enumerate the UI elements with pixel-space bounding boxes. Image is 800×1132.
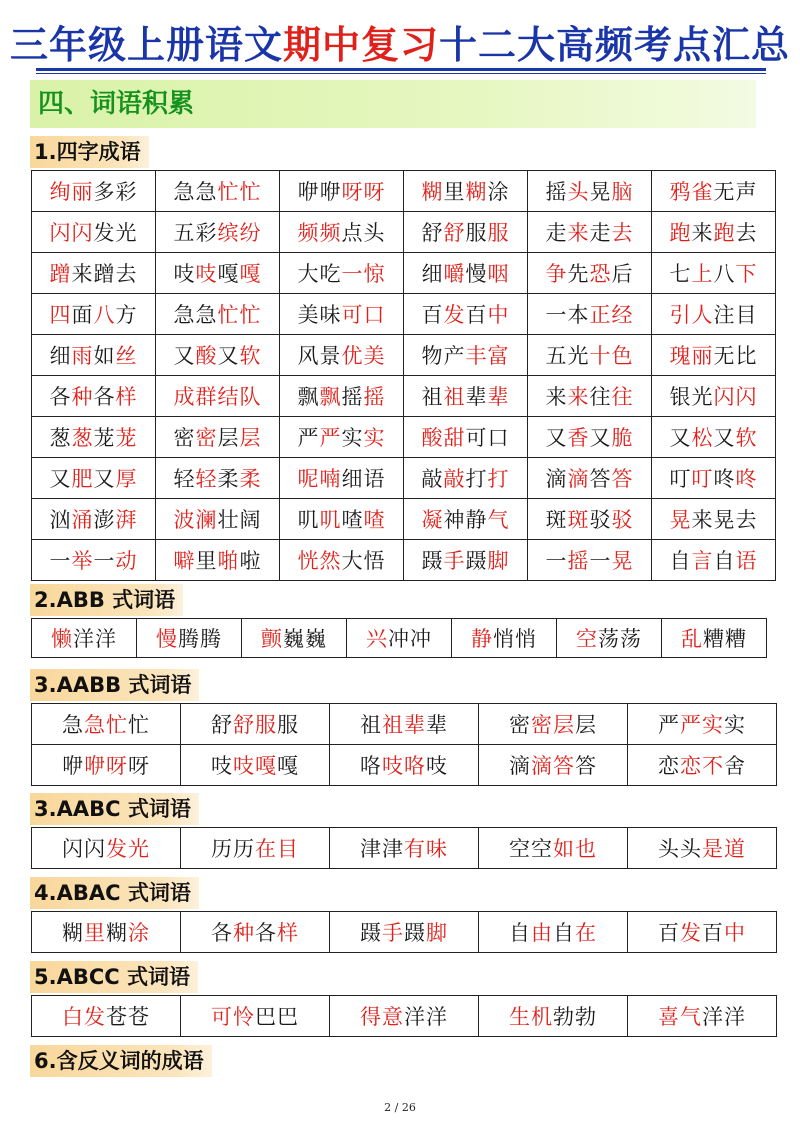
table-row — [32, 912, 777, 953]
aabb-word-cell: 密密层层 — [479, 704, 628, 745]
idiom-cell: 成群结队 — [156, 376, 280, 417]
idiom-cell: 恍然大悟 — [280, 540, 404, 581]
aabc-word-table — [31, 827, 777, 869]
abb-word-cell: 懒洋洋 — [32, 619, 137, 658]
title-highlight: 期中复习 — [282, 22, 439, 67]
idiom-cell: 祖祖辈辈 — [404, 376, 528, 417]
table-row — [32, 212, 776, 253]
aabb-word-cell: 急急忙忙 — [32, 704, 181, 745]
idiom-cell: 银光闪闪 — [652, 376, 776, 417]
idiom-cell: 吱吱嘎嘎 — [156, 253, 280, 294]
idiom-cell: 瑰丽无比 — [652, 335, 776, 376]
aabb-word-cell: 恋恋不舍 — [628, 745, 777, 786]
idiom-cell: 四面八方 — [32, 294, 156, 335]
idiom-cell: 斑斑驳驳 — [528, 499, 652, 540]
idiom-cell: 叽叽喳喳 — [280, 499, 404, 540]
abcc-word-table — [31, 995, 777, 1037]
idiom-cell: 糊里糊涂 — [404, 171, 528, 212]
table-row — [32, 619, 767, 658]
idiom-cell: 又松又软 — [652, 417, 776, 458]
abb-word-cell: 兴冲冲 — [347, 619, 452, 658]
title-part1: 三年级上册语文 — [9, 22, 283, 67]
idiom-cell: 鸦雀无声 — [652, 171, 776, 212]
subsection-abac: 4.ABAC 式词语 — [30, 877, 199, 909]
table-row — [32, 996, 777, 1037]
idiom-cell: 一本正经 — [528, 294, 652, 335]
aabb-word-cell: 滴滴答答 — [479, 745, 628, 786]
idiom-cell: 细雨如丝 — [32, 335, 156, 376]
idiom-cell: 滴滴答答 — [528, 458, 652, 499]
idiom-cell: 自言自语 — [652, 540, 776, 581]
title-underline — [36, 68, 766, 71]
abb-word-cell: 慢腾腾 — [137, 619, 242, 658]
idiom-cell: 敲敲打打 — [404, 458, 528, 499]
abcc-word-cell: 可怜巴巴 — [181, 996, 330, 1037]
aabb-word-cell: 咯吱咯吱 — [330, 745, 479, 786]
subsection-antonym: 6.含反义词的成语 — [30, 1045, 212, 1077]
abac-word-cell: 糊里糊涂 — [32, 912, 181, 953]
abb-word-table — [31, 618, 767, 658]
idiom-cell: 凝神静气 — [404, 499, 528, 540]
idiom-cell: 争先恐后 — [528, 253, 652, 294]
table-row — [32, 828, 777, 869]
idiom-cell: 酸甜可口 — [404, 417, 528, 458]
four-char-idiom-table — [31, 170, 776, 581]
table-row — [32, 499, 776, 540]
idiom-cell: 轻轻柔柔 — [156, 458, 280, 499]
aabb-word-cell: 吱吱嘎嘎 — [181, 745, 330, 786]
aabc-word-cell: 头头是道 — [628, 828, 777, 869]
idiom-cell: 频频点头 — [280, 212, 404, 253]
aabc-word-cell: 津津有味 — [330, 828, 479, 869]
abb-word-cell: 乱糟糟 — [662, 619, 767, 658]
idiom-cell: 飘飘摇摇 — [280, 376, 404, 417]
subsection-aabc: 3.AABC 式词语 — [30, 793, 199, 825]
idiom-cell: 蹭来蹭去 — [32, 253, 156, 294]
abb-word-cell: 静悄悄 — [452, 619, 557, 658]
idiom-cell: 急急忙忙 — [156, 294, 280, 335]
abcc-word-cell: 得意洋洋 — [330, 996, 479, 1037]
aabb-word-cell: 舒舒服服 — [181, 704, 330, 745]
table-row — [32, 171, 776, 212]
abb-word-cell: 颤巍巍 — [242, 619, 347, 658]
subsection-abb: 2.ABB 式词语 — [30, 584, 183, 616]
section-title: 四、词语积累 — [38, 89, 195, 119]
title-part2: 十二大高频考点汇总 — [439, 22, 791, 67]
abac-word-table — [31, 911, 777, 953]
aabc-word-cell: 闪闪发光 — [32, 828, 181, 869]
idiom-cell: 引人注目 — [652, 294, 776, 335]
idiom-cell: 呢喃细语 — [280, 458, 404, 499]
aabb-word-cell: 咿咿呀呀 — [32, 745, 181, 786]
abac-word-cell: 蹑手蹑脚 — [330, 912, 479, 953]
idiom-cell: 严严实实 — [280, 417, 404, 458]
idiom-cell: 急急忙忙 — [156, 171, 280, 212]
idiom-cell: 跑来跑去 — [652, 212, 776, 253]
idiom-cell: 绚丽多彩 — [32, 171, 156, 212]
subsection-abcc: 5.ABCC 式词语 — [30, 961, 198, 993]
table-row — [32, 540, 776, 581]
idiom-cell: 走来走去 — [528, 212, 652, 253]
idiom-cell: 又肥又厚 — [32, 458, 156, 499]
idiom-cell: 风景优美 — [280, 335, 404, 376]
table-row — [32, 745, 777, 786]
table-row — [32, 458, 776, 499]
page-title — [0, 20, 800, 70]
idiom-cell: 百发百中 — [404, 294, 528, 335]
aabb-word-table — [31, 703, 777, 786]
abcc-word-cell: 白发苍苍 — [32, 996, 181, 1037]
idiom-cell: 一举一动 — [32, 540, 156, 581]
idiom-cell: 细嚼慢咽 — [404, 253, 528, 294]
idiom-cell: 密密层层 — [156, 417, 280, 458]
idiom-cell: 葱葱茏茏 — [32, 417, 156, 458]
idiom-cell: 又酸又软 — [156, 335, 280, 376]
abcc-word-cell: 生机勃勃 — [479, 996, 628, 1037]
aabb-word-cell: 祖祖辈辈 — [330, 704, 479, 745]
idiom-cell: 美味可口 — [280, 294, 404, 335]
idiom-cell: 又香又脆 — [528, 417, 652, 458]
abb-word-cell: 空荡荡 — [557, 619, 662, 658]
table-row — [32, 253, 776, 294]
idiom-cell: 蹑手蹑脚 — [404, 540, 528, 581]
idiom-cell: 七上八下 — [652, 253, 776, 294]
subsection-four-char: 1.四字成语 — [30, 136, 149, 168]
table-row — [32, 376, 776, 417]
idiom-cell: 各种各样 — [32, 376, 156, 417]
idiom-cell: 汹涌澎湃 — [32, 499, 156, 540]
table-row — [32, 417, 776, 458]
idiom-cell: 五光十色 — [528, 335, 652, 376]
subsection-aabb: 3.AABB 式词语 — [30, 669, 199, 701]
idiom-cell: 五彩缤纷 — [156, 212, 280, 253]
idiom-cell: 波澜壮阔 — [156, 499, 280, 540]
table-row — [32, 704, 777, 745]
idiom-cell: 晃来晃去 — [652, 499, 776, 540]
page-number: 2 / 26 — [384, 1101, 416, 1114]
idiom-cell: 咿咿呀呀 — [280, 171, 404, 212]
table-row — [32, 335, 776, 376]
abac-word-cell: 百发百中 — [628, 912, 777, 953]
idiom-cell: 物产丰富 — [404, 335, 528, 376]
aabc-word-cell: 历历在目 — [181, 828, 330, 869]
idiom-cell: 舒舒服服 — [404, 212, 528, 253]
table-row — [32, 294, 776, 335]
title-underline-thin — [36, 73, 766, 74]
abcc-word-cell: 喜气洋洋 — [628, 996, 777, 1037]
idiom-cell: 一摇一晃 — [528, 540, 652, 581]
aabc-word-cell: 空空如也 — [479, 828, 628, 869]
aabb-word-cell: 严严实实 — [628, 704, 777, 745]
idiom-cell: 摇头晃脑 — [528, 171, 652, 212]
idiom-cell: 大吃一惊 — [280, 253, 404, 294]
idiom-cell: 噼里啪啦 — [156, 540, 280, 581]
abac-word-cell: 自由自在 — [479, 912, 628, 953]
idiom-cell: 叮叮咚咚 — [652, 458, 776, 499]
idiom-cell: 来来往往 — [528, 376, 652, 417]
idiom-cell: 闪闪发光 — [32, 212, 156, 253]
abac-word-cell: 各种各样 — [181, 912, 330, 953]
